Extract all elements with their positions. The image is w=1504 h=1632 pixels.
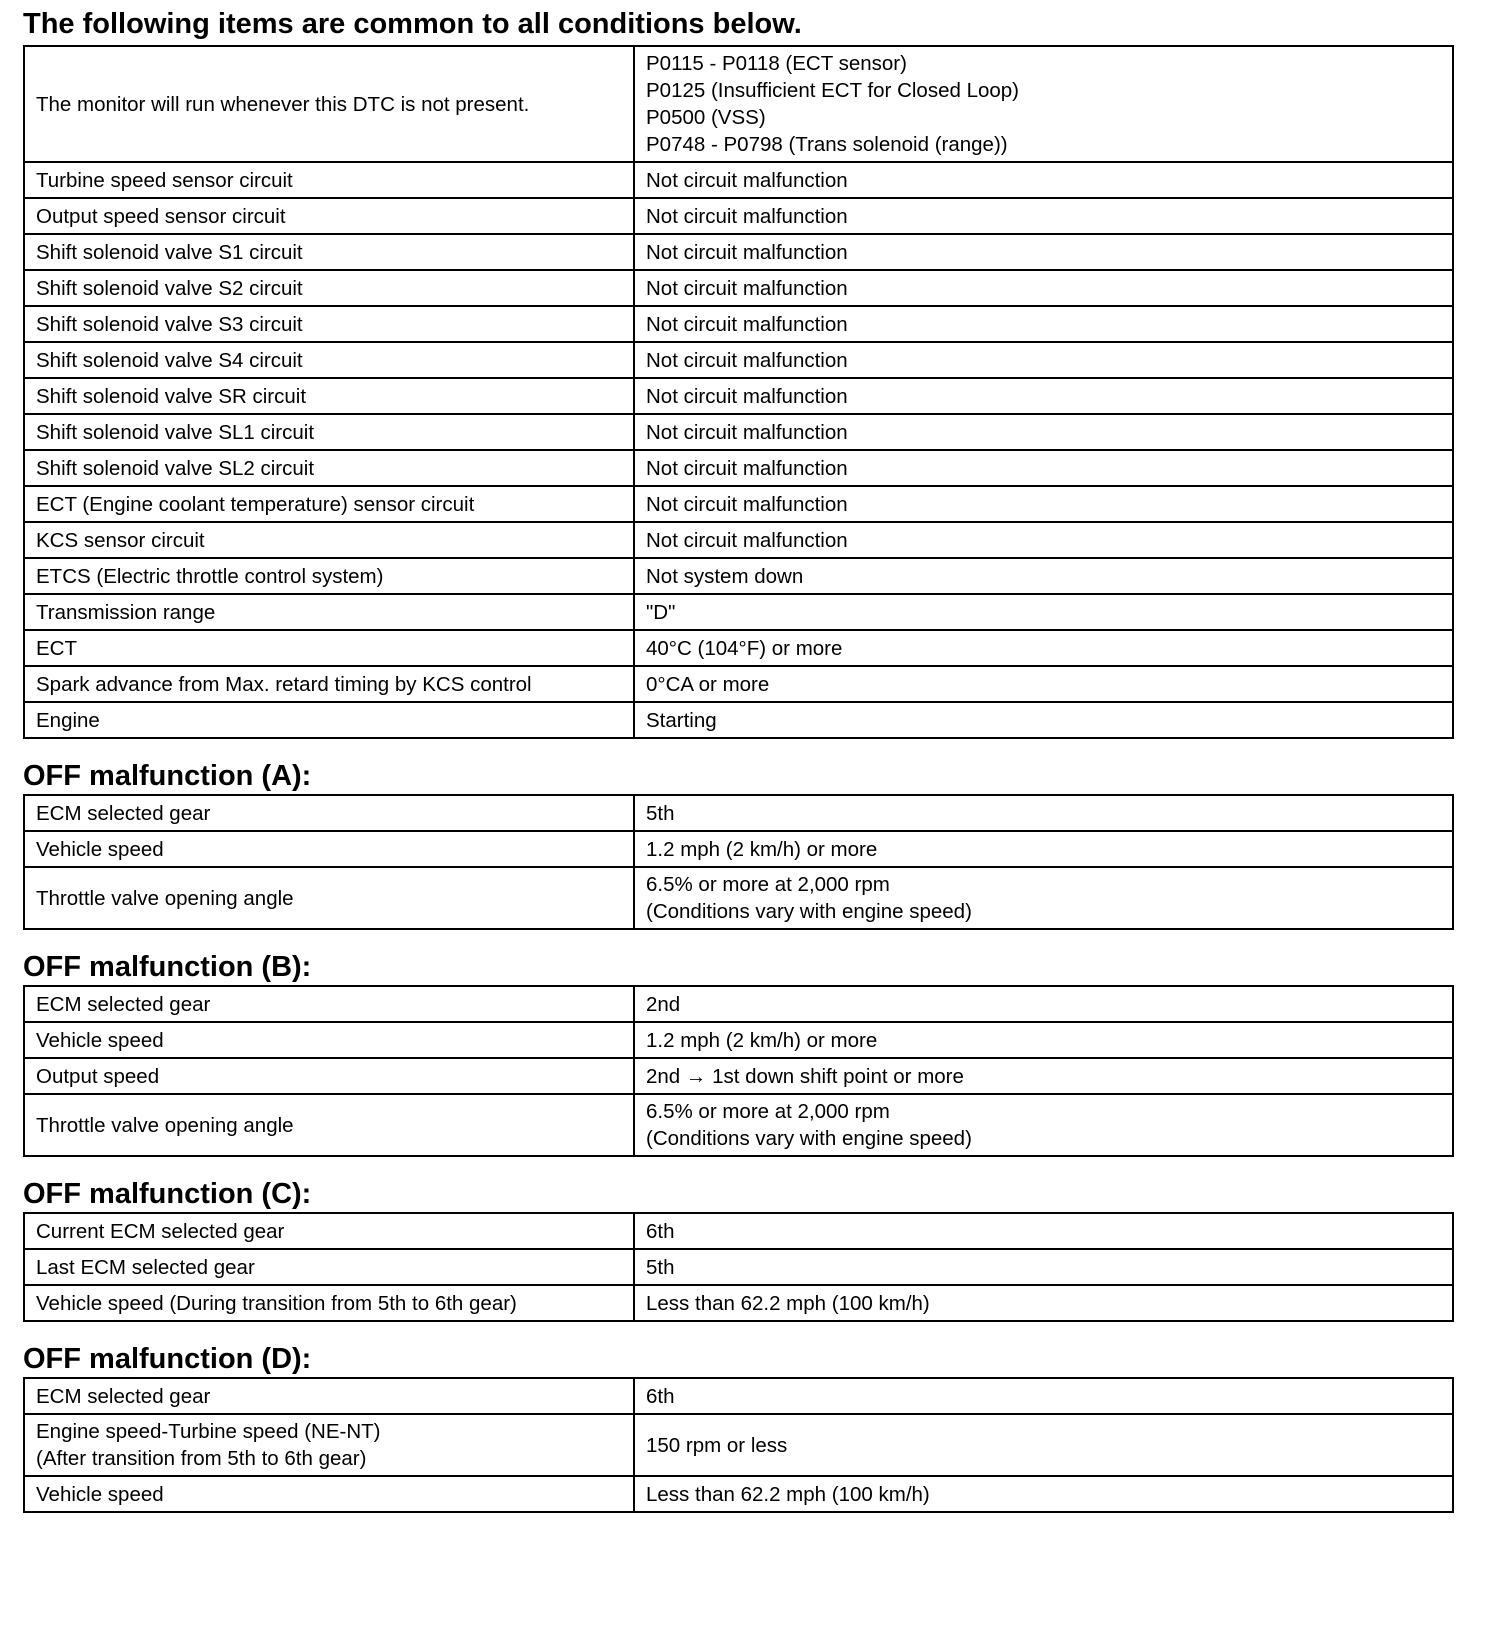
value-cell: Not circuit malfunction xyxy=(634,522,1453,558)
param-cell: Vehicle speed xyxy=(24,831,634,867)
param-cell: Vehicle speed (During transition from 5th to 6th gear) xyxy=(24,1285,634,1321)
param-cell: Throttle valve opening angle xyxy=(24,867,634,929)
table-row xyxy=(24,414,1453,450)
table-row xyxy=(24,1022,1453,1058)
malfunction-a-title: OFF malfunction (A): xyxy=(23,760,312,792)
value-cell: 6th xyxy=(634,1213,1453,1249)
document-page xyxy=(23,0,1454,1513)
param-cell: Spark advance from Max. retard timing by KCS control xyxy=(24,666,634,702)
table-row xyxy=(24,486,1453,522)
param-cell: Turbine speed sensor circuit xyxy=(24,162,634,198)
table-row xyxy=(24,666,1453,702)
param-cell: Output speed sensor circuit xyxy=(24,198,634,234)
table-row xyxy=(24,558,1453,594)
value-cell: 2nd xyxy=(634,986,1453,1022)
value-cell: Not circuit malfunction xyxy=(634,342,1453,378)
table-row xyxy=(24,306,1453,342)
malfunction-d-title: OFF malfunction (D): xyxy=(23,1343,312,1375)
value-cell xyxy=(634,867,1453,929)
malfunction-a-table xyxy=(23,794,1454,930)
param-cell: Transmission range xyxy=(24,594,634,630)
table-row xyxy=(24,450,1453,486)
param-cell: The monitor will run whenever this DTC is not present. xyxy=(24,46,634,162)
param-cell: Shift solenoid valve S3 circuit xyxy=(24,306,634,342)
param-cell: Shift solenoid valve S2 circuit xyxy=(24,270,634,306)
malfunction-d-table xyxy=(23,1377,1454,1513)
table-row xyxy=(24,986,1453,1022)
table-row xyxy=(24,1378,1453,1414)
param-cell: Vehicle speed xyxy=(24,1476,634,1512)
param-cell: Current ECM selected gear xyxy=(24,1213,634,1249)
table-row xyxy=(24,702,1453,738)
param-cell: Last ECM selected gear xyxy=(24,1249,634,1285)
dtc-line: P0115 - P0118 (ECT sensor) xyxy=(646,52,907,75)
param-cell: Shift solenoid valve SR circuit xyxy=(24,378,634,414)
dtc-line: P0125 (Insufficient ECT for Closed Loop) xyxy=(646,79,1020,102)
value-cell: "D" xyxy=(634,594,1453,630)
param-cell: ECT xyxy=(24,630,634,666)
malfunction-c-table xyxy=(23,1212,1454,1322)
value-cell: 1.2 mph (2 km/h) or more xyxy=(634,831,1453,867)
table-row xyxy=(24,378,1453,414)
value-cell: Not circuit malfunction xyxy=(634,378,1453,414)
common-conditions-title: The following items are common to all conditions below. xyxy=(23,8,802,40)
value-cell: 1.2 mph (2 km/h) or more xyxy=(634,1022,1453,1058)
table-row xyxy=(24,1249,1453,1285)
param-cell: ETCS (Electric throttle control system) xyxy=(24,558,634,594)
value-line: 6.5% or more at 2,000 rpm xyxy=(646,1100,890,1123)
value-cell: Not circuit malfunction xyxy=(634,234,1453,270)
param-cell: Shift solenoid valve S1 circuit xyxy=(24,234,634,270)
value-cell: Not circuit malfunction xyxy=(634,270,1453,306)
value-cell: Not circuit malfunction xyxy=(634,162,1453,198)
value-cell: Not circuit malfunction xyxy=(634,306,1453,342)
value-cell: 5th xyxy=(634,1249,1453,1285)
table-row xyxy=(24,831,1453,867)
table-row xyxy=(24,1285,1453,1321)
param-cell: ECM selected gear xyxy=(24,1378,634,1414)
value-cell xyxy=(634,1094,1453,1156)
value-cell: 0°CA or more xyxy=(634,666,1453,702)
param-cell: Shift solenoid valve SL2 circuit xyxy=(24,450,634,486)
malfunction-b-title: OFF malfunction (B): xyxy=(23,951,312,983)
param-cell: KCS sensor circuit xyxy=(24,522,634,558)
param-line: Engine speed-Turbine speed (NE-NT) xyxy=(36,1420,381,1443)
table-row xyxy=(24,234,1453,270)
param-note: (After transition from 5th to 6th gear) xyxy=(36,1447,367,1470)
value-cell: 6th xyxy=(634,1378,1453,1414)
table-row xyxy=(24,594,1453,630)
table-row xyxy=(24,342,1453,378)
table-row xyxy=(24,1094,1453,1156)
value-line: 6.5% or more at 2,000 rpm xyxy=(646,873,890,896)
value-cell xyxy=(634,46,1453,162)
param-cell: ECM selected gear xyxy=(24,795,634,831)
value-cell: 5th xyxy=(634,795,1453,831)
table-row xyxy=(24,522,1453,558)
param-cell: Shift solenoid valve S4 circuit xyxy=(24,342,634,378)
table-row xyxy=(24,1414,1453,1476)
table-row xyxy=(24,162,1453,198)
dtc-line: P0500 (VSS) xyxy=(646,106,766,129)
param-cell: Throttle valve opening angle xyxy=(24,1094,634,1156)
value-cell: 150 rpm or less xyxy=(634,1414,1453,1476)
value-cell: Starting xyxy=(634,702,1453,738)
param-cell: Engine xyxy=(24,702,634,738)
value-cell: Not circuit malfunction xyxy=(634,450,1453,486)
table-row xyxy=(24,1213,1453,1249)
value-cell: Not circuit malfunction xyxy=(634,198,1453,234)
value-cell: Not circuit malfunction xyxy=(634,414,1453,450)
malfunction-b-table xyxy=(23,985,1454,1157)
malfunction-c-title: OFF malfunction (C): xyxy=(23,1178,312,1210)
param-cell: ECT (Engine coolant temperature) sensor circuit xyxy=(24,486,634,522)
value-cell: 2nd → 1st down shift point or more xyxy=(634,1058,1453,1094)
value-cell: Not circuit malfunction xyxy=(634,486,1453,522)
param-cell: Vehicle speed xyxy=(24,1022,634,1058)
table-row xyxy=(24,630,1453,666)
value-cell: Less than 62.2 mph (100 km/h) xyxy=(634,1285,1453,1321)
common-conditions-table xyxy=(23,45,1454,739)
table-row xyxy=(24,1058,1453,1094)
table-row xyxy=(24,795,1453,831)
table-row xyxy=(24,46,1453,162)
param-cell xyxy=(24,1414,634,1476)
value-note: (Conditions vary with engine speed) xyxy=(646,900,972,923)
table-row xyxy=(24,198,1453,234)
dtc-line: P0748 - P0798 (Trans solenoid (range)) xyxy=(646,133,1008,156)
value-note: (Conditions vary with engine speed) xyxy=(646,1127,972,1150)
value-cell: Less than 62.2 mph (100 km/h) xyxy=(634,1476,1453,1512)
table-row xyxy=(24,270,1453,306)
table-row xyxy=(24,867,1453,929)
value-cell: Not system down xyxy=(634,558,1453,594)
value-cell: 40°C (104°F) or more xyxy=(634,630,1453,666)
param-cell: Shift solenoid valve SL1 circuit xyxy=(24,414,634,450)
param-cell: ECM selected gear xyxy=(24,986,634,1022)
table-row xyxy=(24,1476,1453,1512)
param-cell: Output speed xyxy=(24,1058,634,1094)
